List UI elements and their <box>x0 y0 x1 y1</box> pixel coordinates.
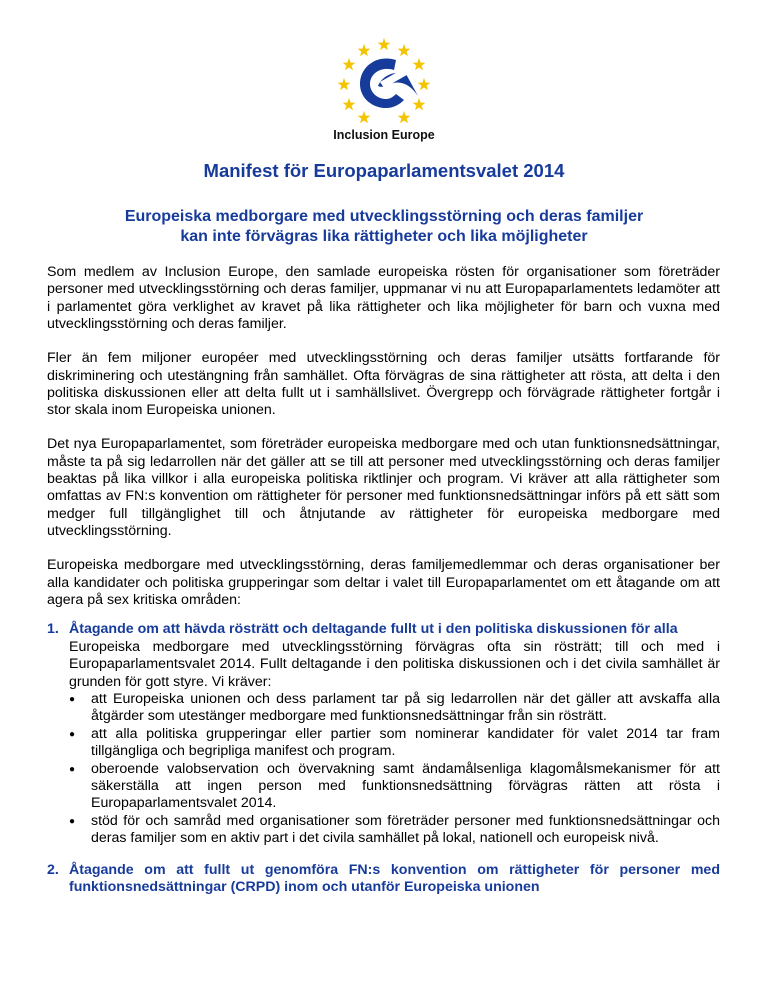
bullet-icon: ● <box>69 728 76 740</box>
bullet-list <box>69 691 720 848</box>
list-item-text: att alla politiska grupperingar eller partier som nominerar kandidater för valet 2014 tar fram tillgängliga och begripliga manifest och program. <box>91 725 720 760</box>
list-item <box>69 813 720 848</box>
subtitle-line-1: Europeiska medborgare med utvecklingsstörning och deras familjer <box>124 208 644 225</box>
paragraph: Som medlem av Inclusion Europe, den samlade europeiska rösten för organisationer som företräder personer med utvecklingsstörning och deras familjer, uppmanar vi nu att Europaparlamentets ledamöter att i parlamentet göra verklighet av kravet på lika rättigheter och lika möjligheter för barn och vuxna med utvecklingsstörning och deras familjer. <box>47 264 720 333</box>
section-body <box>69 639 720 848</box>
section-1 <box>47 621 720 847</box>
bullet-icon: ● <box>69 763 76 775</box>
list-item-text: att Europeiska unionen och dess parlament tar på sig ledarrollen när det gäller att avskaffa alla åtgärder som utestänger medborgare med funktionsnedsättningar från sin rösträtt. <box>91 691 720 725</box>
section-number: 1. <box>47 621 59 638</box>
paragraph: Fler än fem miljoner européer med utvecklingsstörning och deras familjer utsätts fortfarande för diskriminering och utestängning från samhället. Ofta förvägras de sina rättigheter att rösta, att delta i den politiska diskussionen eller att delta fullt ut i samhällslivet. Övergrepp och förvägrade rättigheter fortgår i stor skala inom Europeiska unionen. <box>47 350 720 419</box>
logo-mark-icon <box>320 36 448 128</box>
logo-text: Inclusion Europe <box>333 128 435 142</box>
section-heading <box>47 621 720 638</box>
paragraph: Det nya Europaparlamentet, som företräder europeiska medborgare med och utan funktionsnedsättningar, måste ta på sig ledarrollen när det gäller att se till att personer med utvecklingsstörning och deras familjer beaktas på lika villkor i alla europeiska politiska riktlinjer och program. Vi kräver att alla rättigheter som omfattas av FN:s konvention om rättigheter för personer med funktionsnedsättningar införs på ett sätt som medger full tillgänglighet till och åtnjutande av rättigheter för europeiska medborgare med utvecklingsstörning. <box>47 436 720 540</box>
list-item <box>69 726 720 761</box>
list-item <box>69 761 720 813</box>
paragraph: Europeiska medborgare med utvecklingsstörning, deras familjemedlemmar och deras organisationer ber alla kandidater och politiska grupperingar som deltar i valet till Europaparlamentet om ett åtagande om att agera på sex kritiska områden: <box>47 557 720 608</box>
section-text: Europeiska medborgare med utvecklingsstörning förvägras ofta sin rösträtt; till och med i Europaparlamentsvalet 2014. Fullt deltagande i den politiska diskussionen och i det civila samhället är grunden för gott styre. Vi kräver: <box>69 638 720 690</box>
subtitle <box>50 207 718 247</box>
document-body <box>47 264 720 911</box>
section-number: 2. <box>47 861 59 878</box>
list-item-text: oberoende valobservation och övervakning samt ändamålsenliga klagomålsmekanismer för att säkerställa att ingen person med funktionsnedsättning förvägras rätten att rösta i Europaparlamentsvalet 2014. <box>91 760 720 812</box>
list-item-text: stöd för och samråd med organisationer som företräder personer med funktionsnedsättningar och deras familjer som en aktiv part i det civila samhället på lokal, nationell och europeisk nivå. <box>91 812 720 847</box>
logo-swoosh <box>360 58 418 108</box>
inclusion-europe-logo <box>320 36 448 148</box>
section-2 <box>47 862 720 897</box>
section-title: Åtagande om att hävda rösträtt och deltagande fullt ut i den politiska diskussionen för alla <box>69 621 678 638</box>
bullet-icon: ● <box>69 815 76 827</box>
subtitle-line-2: kan inte förvägras lika rättigheter och lika möjligheter <box>180 228 588 245</box>
section-title: Åtagande om att fullt ut genomföra FN:s konvention om rättigheter för personer med funktionsnedsättningar (CRPD) inom och utanför Europeiska unionen <box>69 861 720 896</box>
list-item <box>69 691 720 726</box>
bullet-icon: ● <box>69 694 76 706</box>
section-heading <box>47 862 720 897</box>
page-title: Manifest för Europaparlamentsvalet 2014 <box>203 160 565 181</box>
